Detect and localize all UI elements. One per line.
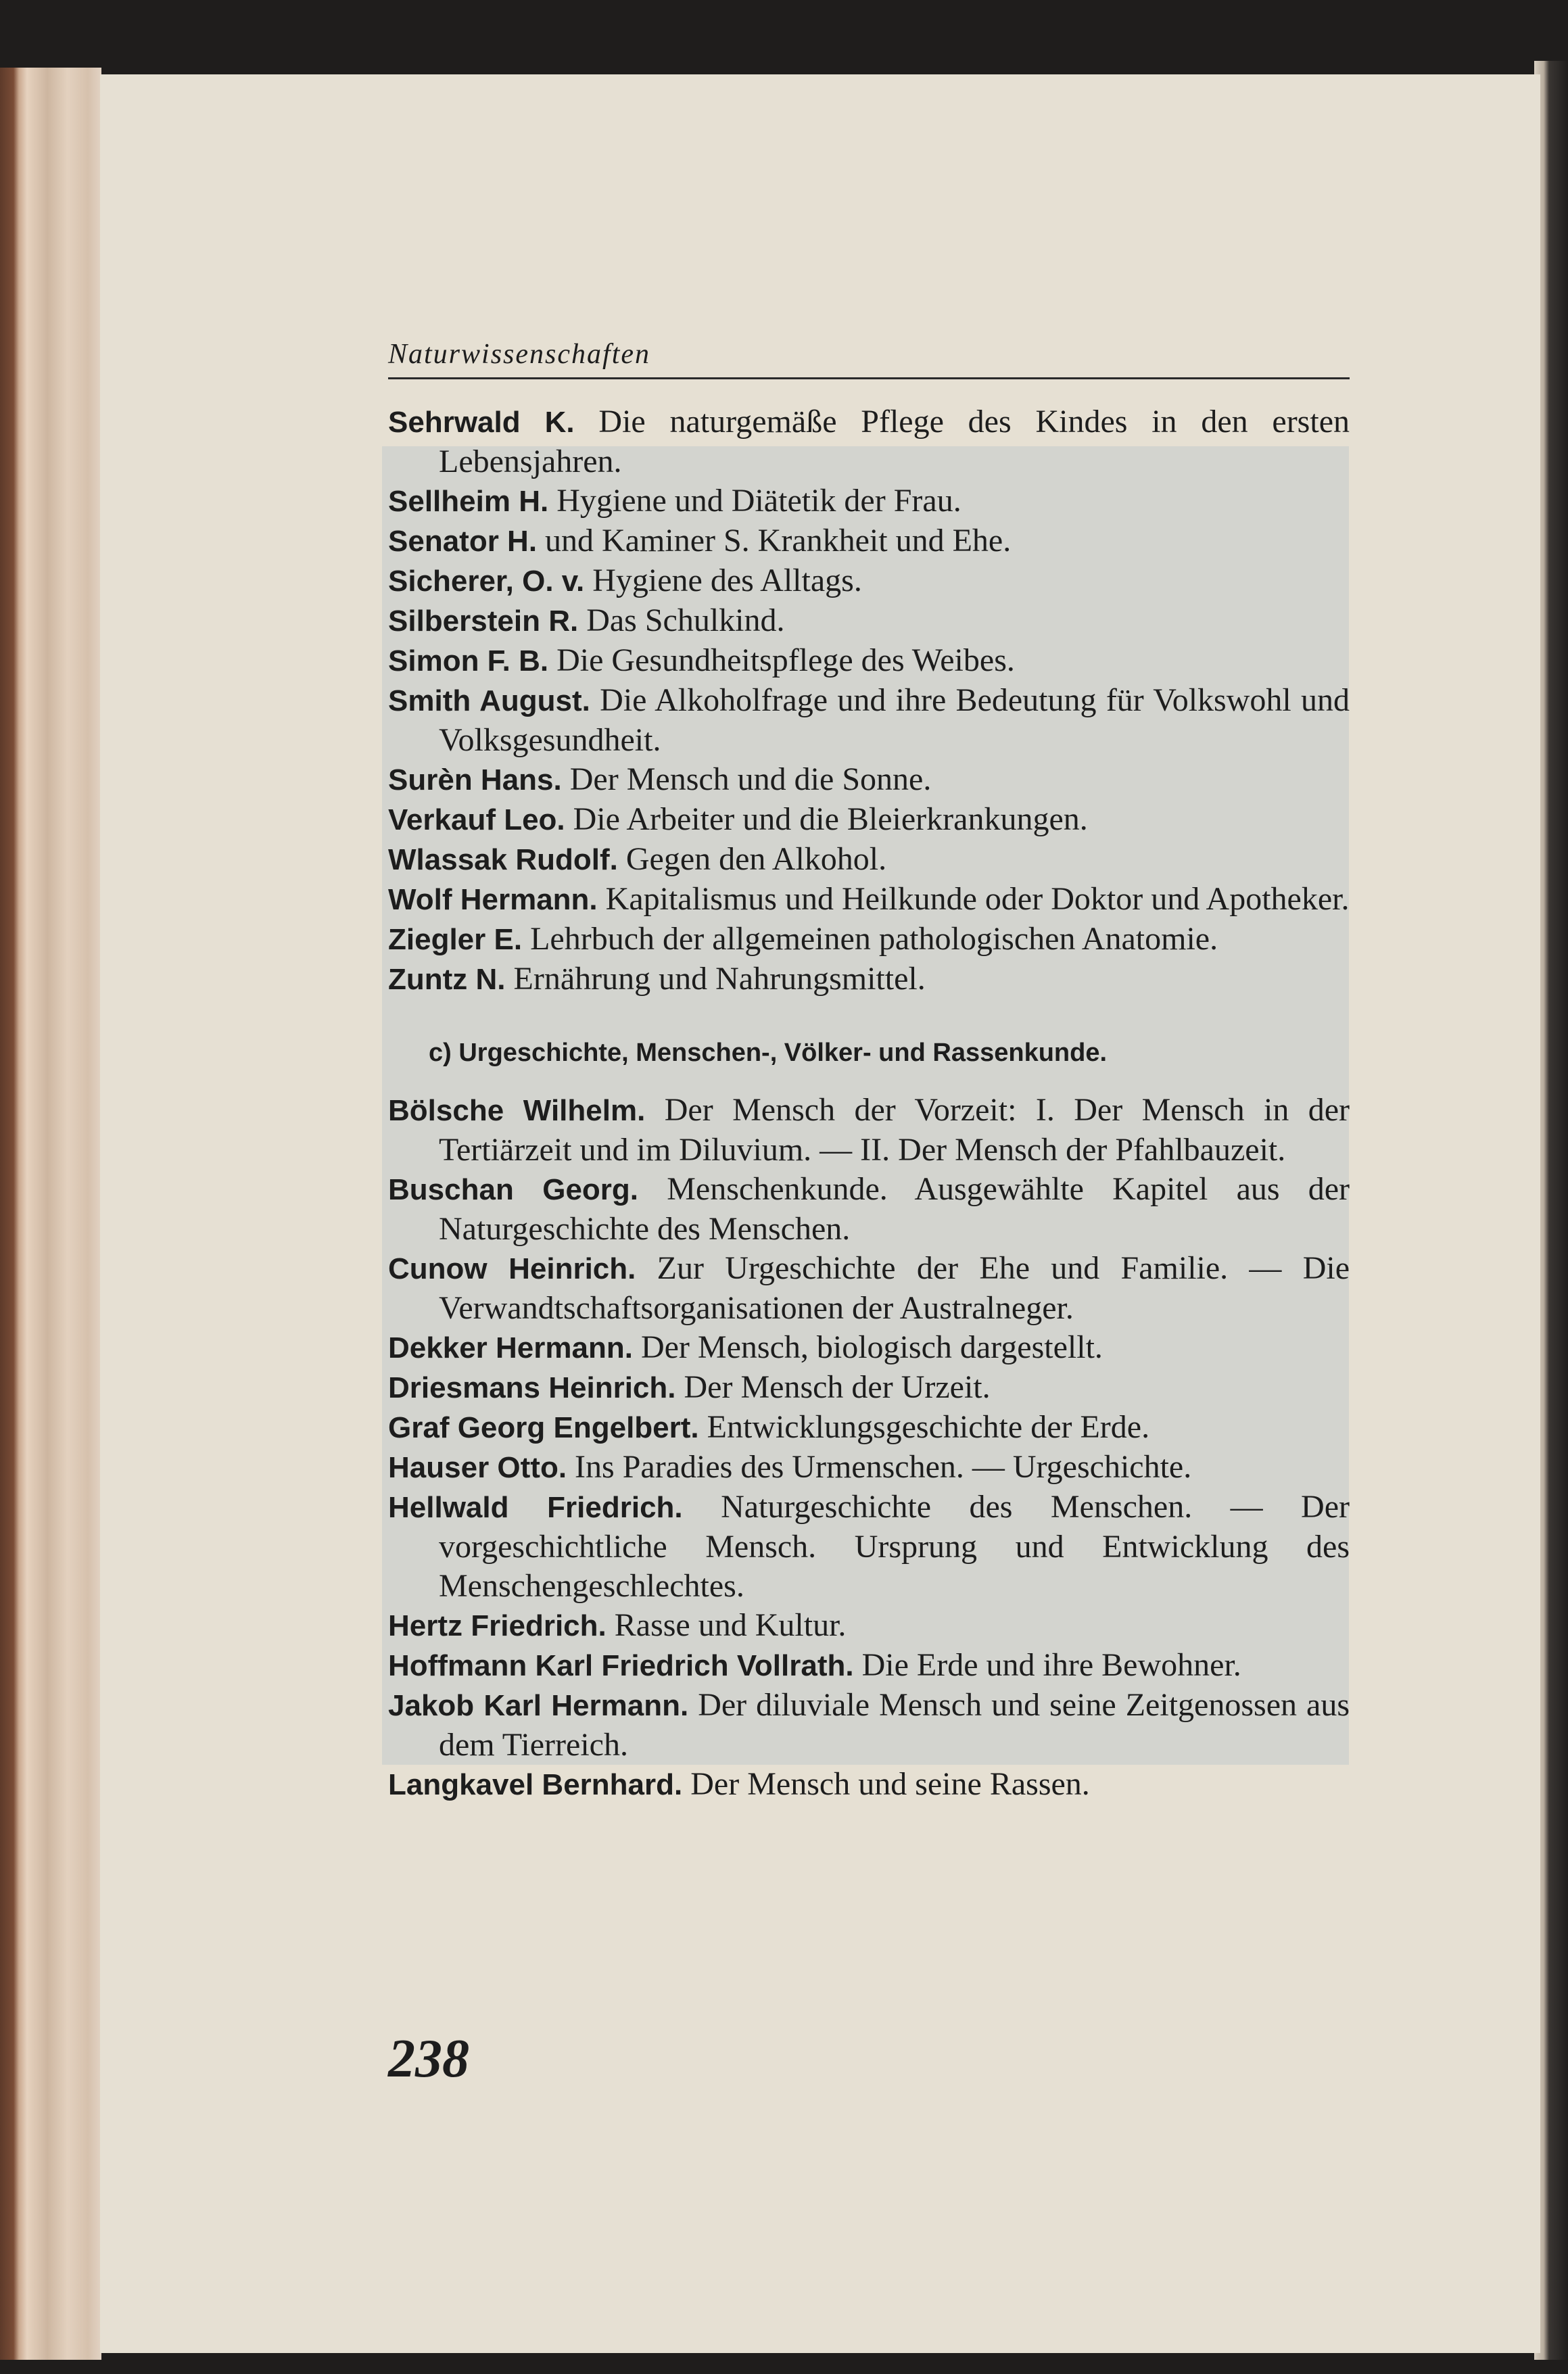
list-item [388,1448,1350,1488]
entry-title: und Kaminer S. Krankheit und Ehe. [545,523,1012,559]
list-item [388,1368,1350,1408]
page-number: 238 [388,2029,469,2089]
entry-title: Lehrbuch der allgemeinen pathologischen Anatomie. [530,921,1218,957]
list-item [388,601,1350,641]
entry-title: Der Mensch der Urzeit. [684,1369,991,1405]
list-item [388,1408,1350,1448]
entry-author: Sellheim H. [388,485,549,518]
entry-author: Zuntz N. [388,963,506,996]
entry-author: Sehrwald K. [388,406,575,439]
list-item [388,481,1350,521]
entry-title: Naturgeschichte des Menschen. — Der vorgeschichtliche Mensch. Ursprung und Entwicklung des Menschengeschlechtes. [439,1489,1350,1604]
list-item [388,1488,1350,1606]
entry-title: Das Schulkind. [586,602,785,638]
entry-author: Jakob Karl Hermann. [388,1689,689,1722]
entry-author: Hertz Friedrich. [388,1609,607,1642]
list-item [388,920,1350,959]
entry-list-a [388,402,1350,999]
list-item [388,402,1350,481]
running-head: Naturwissenschaften [388,338,1350,379]
list-item [388,1765,1350,1805]
entry-title: Ernährung und Nahrungsmittel. [513,961,926,997]
entry-title: Hygiene und Diätetik der Frau. [556,483,961,519]
list-item [388,1091,1350,1170]
entry-title: Zur Urgeschichte der Ehe und Familie. — Die Verwandtschaftsorganisationen der Australneger. [439,1250,1350,1326]
list-item [388,880,1350,920]
entry-list-c [388,1091,1350,1805]
entry-title: Die Arbeiter und die Bleierkrankungen. [573,801,1088,837]
entry-author: Sicherer, O. v. [388,565,585,598]
entry-author: Ziegler E. [388,923,523,956]
entry-author: Langkavel Bernhard. [388,1768,683,1801]
entry-title: Die naturgemäße Pflege des Kindes in den ersten Lebensjahren. [439,404,1350,479]
list-item [388,1170,1350,1249]
list-item [388,1606,1350,1646]
entry-title: Kapitalismus und Heilkunde oder Doktor und Apotheker. [605,881,1350,917]
entry-title: Der diluviale Mensch und seine Zeitgenossen aus dem Tierreich. [439,1687,1350,1763]
list-item [388,1686,1350,1765]
list-item [388,1328,1350,1368]
list-item [388,641,1350,681]
entry-title: Die Erde und ihre Bewohner. [861,1647,1241,1683]
list-item [388,681,1350,760]
entry-title: Der Mensch und seine Rassen. [690,1766,1090,1802]
entry-author: Senator H. [388,525,538,558]
entry-author: Cunow Heinrich. [388,1252,636,1285]
entry-author: Bölsche Wilhelm. [388,1094,646,1127]
list-item [388,800,1350,840]
entry-title: Ins Paradies des Urmenschen. — Urgeschichte. [575,1449,1192,1485]
list-item [388,760,1350,800]
entry-title: Die Gesundheitspflege des Weibes. [556,642,1015,678]
entry-title: Der Mensch der Vorzeit: I. Der Mensch in der Tertiärzeit und im Diluvium. — II. Der Mensch der Pfahlbauzeit. [439,1092,1350,1168]
entry-author: Hoffmann Karl Friedrich Vollrath. [388,1649,854,1682]
entry-author: Driesmans Heinrich. [388,1371,676,1404]
entry-title: Rasse und Kultur. [614,1607,847,1643]
entry-author: Verkauf Leo. [388,803,565,836]
entry-author: Hauser Otto. [388,1451,567,1484]
entry-author: Wlassak Rudolf. [388,843,618,876]
entry-author: Hellwald Friedrich. [388,1491,683,1524]
entry-author: Dekker Hermann. [388,1331,633,1364]
entry-author: Surèn Hans. [388,763,562,797]
entry-title: Die Alkoholfrage und ihre Bedeutung für Volkswohl und Volksgesundheit. [439,682,1350,758]
page-content [388,338,1350,1805]
entry-title: Der Mensch, biologisch dargestellt. [640,1329,1103,1365]
entry-author: Silberstein R. [388,604,579,638]
list-item [388,521,1350,561]
list-item [388,561,1350,601]
book-page-edges [0,68,101,2360]
entry-author: Smith August. [388,684,590,717]
entry-title: Gegen den Alkohol. [625,841,887,877]
section-heading: c) Urgeschichte, Menschen-, Völker- und Rassenkunde. [429,1039,1108,1067]
entry-title: Entwicklungsgeschichte der Erde. [707,1409,1150,1445]
entry-title: Hygiene des Alltags. [592,563,862,598]
entry-author: Buschan Georg. [388,1173,639,1206]
entry-title: Menschenkunde. Ausgewählte Kapitel aus der Naturgeschichte des Menschen. [439,1171,1350,1247]
list-item [388,1249,1350,1328]
list-item [388,1646,1350,1686]
list-item [388,840,1350,880]
entry-author: Simon F. B. [388,644,549,678]
entry-title: Der Mensch und die Sonne. [569,761,932,797]
entry-author: Graf Georg Engelbert. [388,1411,699,1444]
list-item [388,959,1350,999]
entry-author: Wolf Hermann. [388,883,598,916]
